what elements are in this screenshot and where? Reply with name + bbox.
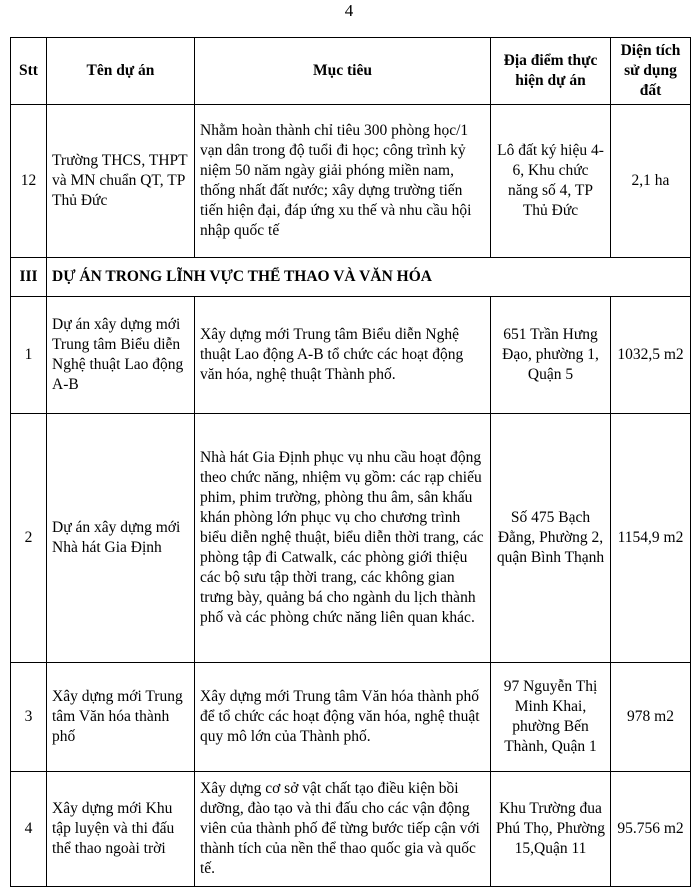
- row-stt: 2: [11, 414, 47, 663]
- section-title: DỰ ÁN TRONG LĨNH VỰC THỂ THAO VÀ VĂN HÓA: [47, 258, 691, 297]
- table-header-row: [11, 38, 691, 105]
- header-area: Diện tích sử dụng đất: [611, 38, 691, 105]
- table-row: [11, 105, 691, 258]
- row-area: 2,1 ha: [611, 105, 691, 258]
- page-number: 4: [344, 1, 354, 20]
- row-location: Khu Trường đua Phú Thọ, Phường 15,Quận 11: [491, 772, 611, 887]
- row-stt: 3: [11, 663, 47, 772]
- row-goal: Xây dựng mới Trung tâm Biểu diễn Nghệ thuật Lao động A-B tổ chức các hoạt động văn hóa, nghệ thuật Thành phố.: [195, 297, 491, 414]
- row-location: 651 Trần Hưng Đạo, phường 1, Quận 5: [491, 297, 611, 414]
- row-project-name: Dự án xây dựng mới Nhà hát Gia Định: [47, 414, 195, 663]
- row-stt: 12: [11, 105, 47, 258]
- row-goal: Xây dựng cơ sở vật chất tạo điều kiện bồi dưỡng, đào tạo và thi đấu cho các vận động viên của thành phố để từng bước tiếp cận với thành tích của nền thể thao quốc gia và quốc tế.: [195, 772, 491, 887]
- section-row: [11, 258, 691, 297]
- row-project-name: Dự án xây dựng mới Trung tâm Biểu diễn Nghệ thuật Lao động A-B: [47, 297, 195, 414]
- header-project-name: Tên dự án: [47, 38, 195, 105]
- row-project-name: Trường THCS, THPT và MN chuẩn QT, TP Thủ Đức: [47, 105, 195, 258]
- row-project-name: Xây dựng mới Trung tâm Văn hóa thành phố: [47, 663, 195, 772]
- header-stt: Stt: [11, 38, 47, 105]
- table-row: [11, 772, 691, 887]
- row-area: 978 m2: [611, 663, 691, 772]
- table-row: [11, 414, 691, 663]
- row-area: 95.756 m2: [611, 772, 691, 887]
- table-row: [11, 663, 691, 772]
- section-number: III: [11, 258, 47, 297]
- table-row: [11, 297, 691, 414]
- row-goal: Nhằm hoàn thành chỉ tiêu 300 phòng học/1 vạn dân trong độ tuổi đi học; công trình kỷ niệm 50 năm ngày giải phóng miền nam, thống nhất đất nước; xây dựng trường tiến tiến hiện đại, đáp ứng xu thế và nhu cầu hội nhập quốc tế: [195, 105, 491, 258]
- row-location: Số 475 Bạch Đằng, Phường 2, quận Bình Thạnh: [491, 414, 611, 663]
- row-goal: Xây dựng mới Trung tâm Văn hóa thành phố để tổ chức các hoạt động văn hóa, nghệ thuật quy mô lớn của Thành phố.: [195, 663, 491, 772]
- row-project-name: Xây dựng mới Khu tập luyện và thi đấu thể thao ngoài trời: [47, 772, 195, 887]
- row-location: 97 Nguyễn Thị Minh Khai, phường Bến Thành, Quận 1: [491, 663, 611, 772]
- row-goal: Nhà hát Gia Định phục vụ nhu cầu hoạt động theo chức năng, nhiệm vụ gồm: các rạp chiếu phim, phim trường, phòng thu âm, sân khấu khán phòng lớn phục vụ cho chương trình biểu diễn nghệ thuật, biểu diễn thời trang, các phòng tập đi Catwalk, các phòng giới thiệu các bộ sưu tập thời trang, các không gian trưng bày, quảng bá cho ngành du lịch thành phố và các phòng chức năng liên quan khác.: [195, 414, 491, 663]
- row-location: Lô đất ký hiệu 4-6, Khu chức năng số 4, TP Thủ Đức: [491, 105, 611, 258]
- header-location: Địa điểm thực hiện dự án: [491, 38, 611, 105]
- row-area: 1154,9 m2: [611, 414, 691, 663]
- project-table: [10, 37, 691, 887]
- row-stt: 4: [11, 772, 47, 887]
- row-area: 1032,5 m2: [611, 297, 691, 414]
- header-goal: Mục tiêu: [195, 38, 491, 105]
- row-stt: 1: [11, 297, 47, 414]
